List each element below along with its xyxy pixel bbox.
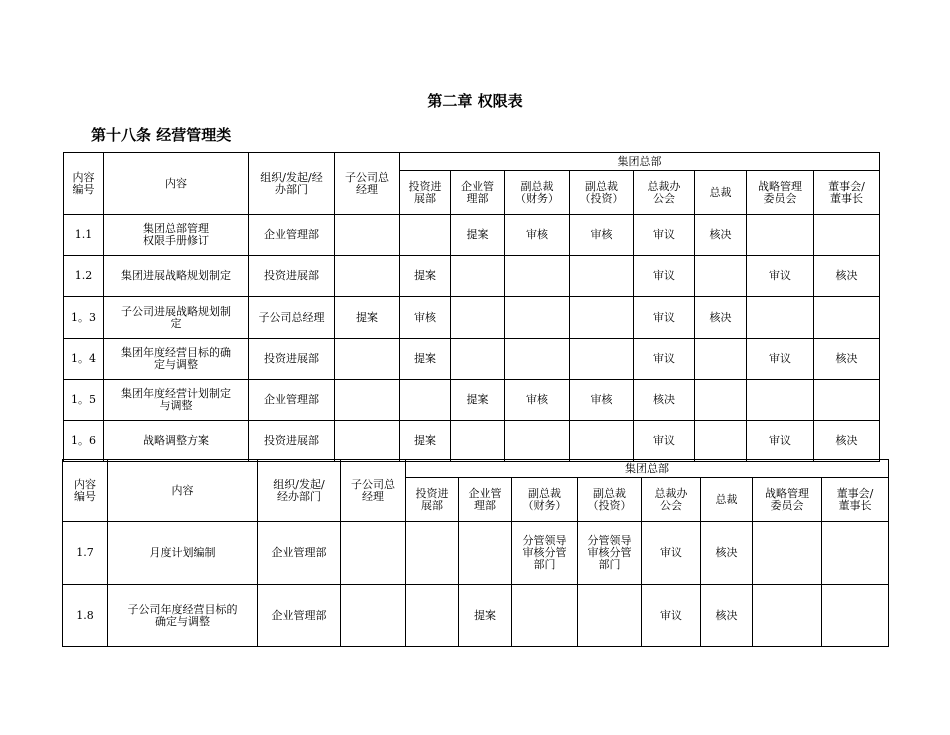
row-cell: 核决 (814, 421, 880, 462)
row-cell (747, 297, 814, 339)
header-group-hq: 集团总部 (406, 460, 889, 478)
row-cell (406, 522, 459, 585)
row-cell (406, 585, 459, 647)
row-sub-gm (341, 522, 406, 585)
row-cell: 审核 (505, 380, 570, 421)
row-cell: 审议 (634, 297, 695, 339)
row-cell (570, 421, 634, 462)
table-row (64, 256, 880, 297)
row-cell (505, 339, 570, 380)
row-sub-gm (335, 421, 400, 462)
row-cell (822, 522, 889, 585)
row-cell (505, 421, 570, 462)
row-cell (451, 339, 505, 380)
row-sub-gm (335, 256, 400, 297)
header-col: 总裁 (701, 478, 753, 522)
header-col: 企业管 理部 (451, 171, 505, 215)
row-content: 战略调整方案 (104, 421, 249, 462)
header-sub-gm: 子公司总 经理 (335, 153, 400, 215)
row-sub-gm (335, 339, 400, 380)
header-col: 战略管理 委员会 (747, 171, 814, 215)
row-no: 1。3 (64, 297, 104, 339)
row-cell (753, 522, 822, 585)
header-col: 投资进 展部 (400, 171, 451, 215)
row-sub-gm (341, 585, 406, 647)
header-col: 投资进 展部 (406, 478, 459, 522)
row-cell: 审议 (747, 339, 814, 380)
row-org: 投资进展部 (249, 421, 335, 462)
row-cell (747, 215, 814, 256)
row-cell (505, 297, 570, 339)
row-cell: 核决 (814, 256, 880, 297)
row-cell (753, 585, 822, 647)
row-cell: 审核 (570, 380, 634, 421)
row-sub-gm: 提案 (335, 297, 400, 339)
header-col: 总裁 (695, 171, 747, 215)
table-row (64, 215, 880, 256)
row-cell: 审核 (570, 215, 634, 256)
row-cell: 审核 (505, 215, 570, 256)
row-cell: 核决 (695, 215, 747, 256)
chapter-title: 第二章 权限表 (427, 92, 523, 110)
row-org: 投资进展部 (249, 339, 335, 380)
header-col: 企业管 理部 (459, 478, 512, 522)
row-no: 1.8 (63, 585, 108, 647)
row-cell (695, 339, 747, 380)
row-no: 1.7 (63, 522, 108, 585)
row-sub-gm (335, 215, 400, 256)
row-cell: 核决 (695, 297, 747, 339)
row-no: 1。4 (64, 339, 104, 380)
row-cell: 提案 (451, 380, 505, 421)
row-cell: 审议 (747, 256, 814, 297)
header-group-hq: 集团总部 (400, 153, 880, 171)
row-cell: 核决 (701, 522, 753, 585)
row-cell: 分管领导 审核分管 部门 (578, 522, 642, 585)
row-cell (400, 380, 451, 421)
row-cell: 审议 (642, 585, 701, 647)
row-cell (814, 297, 880, 339)
header-sub-gm: 子公司总 经理 (341, 460, 406, 522)
row-cell: 审议 (634, 256, 695, 297)
row-cell (451, 256, 505, 297)
row-cell: 提案 (451, 215, 505, 256)
row-cell: 核决 (701, 585, 753, 647)
row-cell (747, 380, 814, 421)
authority-table-2 (62, 459, 889, 647)
row-cell: 审议 (747, 421, 814, 462)
row-cell: 提案 (400, 339, 451, 380)
section-title: 第十八条 经营管理类 (91, 126, 232, 144)
header-col: 董事会/ 董事长 (814, 171, 880, 215)
row-cell: 核决 (634, 380, 695, 421)
header-col: 总裁办 公会 (634, 171, 695, 215)
row-org: 企业管理部 (258, 522, 341, 585)
row-no: 1.2 (64, 256, 104, 297)
row-cell (814, 215, 880, 256)
row-content: 集团年度经营计划制定 与调整 (104, 380, 249, 421)
row-cell: 审议 (634, 339, 695, 380)
row-cell: 审议 (642, 522, 701, 585)
row-no: 1。5 (64, 380, 104, 421)
row-cell (459, 522, 512, 585)
row-cell (578, 585, 642, 647)
row-content: 集团年度经营目标的确 定与调整 (104, 339, 249, 380)
row-org: 企业管理部 (249, 215, 335, 256)
header-content: 内容 (104, 153, 249, 215)
row-cell: 提案 (400, 256, 451, 297)
header-no: 内容 编号 (63, 460, 108, 522)
row-cell (695, 421, 747, 462)
row-cell (451, 421, 505, 462)
row-content: 子公司进展战略规划制 定 (104, 297, 249, 339)
row-no: 1。6 (64, 421, 104, 462)
row-cell (505, 256, 570, 297)
row-org: 投资进展部 (249, 256, 335, 297)
row-content: 月度计划编制 (108, 522, 258, 585)
header-col: 董事会/ 董事长 (822, 478, 889, 522)
row-org: 企业管理部 (258, 585, 341, 647)
header-col: 总裁办 公会 (642, 478, 701, 522)
row-cell (570, 339, 634, 380)
header-col: 战略管理 委员会 (753, 478, 822, 522)
table-row (63, 585, 889, 647)
row-cell: 审议 (634, 421, 695, 462)
header-col: 副总裁 （投资） (578, 478, 642, 522)
row-cell (451, 297, 505, 339)
row-content: 子公司年度经营目标的 确定与调整 (108, 585, 258, 647)
row-cell (814, 380, 880, 421)
table-row (64, 297, 880, 339)
header-org: 组织/发起/ 经办部门 (258, 460, 341, 522)
row-cell: 审核 (400, 297, 451, 339)
header-col: 副总裁 （投资） (570, 171, 634, 215)
row-org: 企业管理部 (249, 380, 335, 421)
table-row (64, 380, 880, 421)
row-cell (695, 256, 747, 297)
row-cell (695, 380, 747, 421)
row-cell (400, 215, 451, 256)
row-cell: 分管领导 审核分管 部门 (512, 522, 578, 585)
row-sub-gm (335, 380, 400, 421)
row-cell: 审议 (634, 215, 695, 256)
row-content: 集团进展战略规划制定 (104, 256, 249, 297)
table-row (63, 522, 889, 585)
header-col: 副总裁 （财务） (505, 171, 570, 215)
row-org: 子公司总经理 (249, 297, 335, 339)
row-cell: 核决 (814, 339, 880, 380)
header-no: 内容 编号 (64, 153, 104, 215)
table-row (64, 339, 880, 380)
row-cell (570, 297, 634, 339)
row-cell: 提案 (459, 585, 512, 647)
row-cell: 提案 (400, 421, 451, 462)
header-content: 内容 (108, 460, 258, 522)
authority-table-1 (63, 152, 880, 462)
header-col: 副总裁 （财务） (512, 478, 578, 522)
row-cell (512, 585, 578, 647)
row-cell (570, 256, 634, 297)
table-row (64, 421, 880, 462)
row-cell (822, 585, 889, 647)
row-no: 1.1 (64, 215, 104, 256)
header-org: 组织/发起/经 办部门 (249, 153, 335, 215)
row-content: 集团总部管理 权限手册修订 (104, 215, 249, 256)
